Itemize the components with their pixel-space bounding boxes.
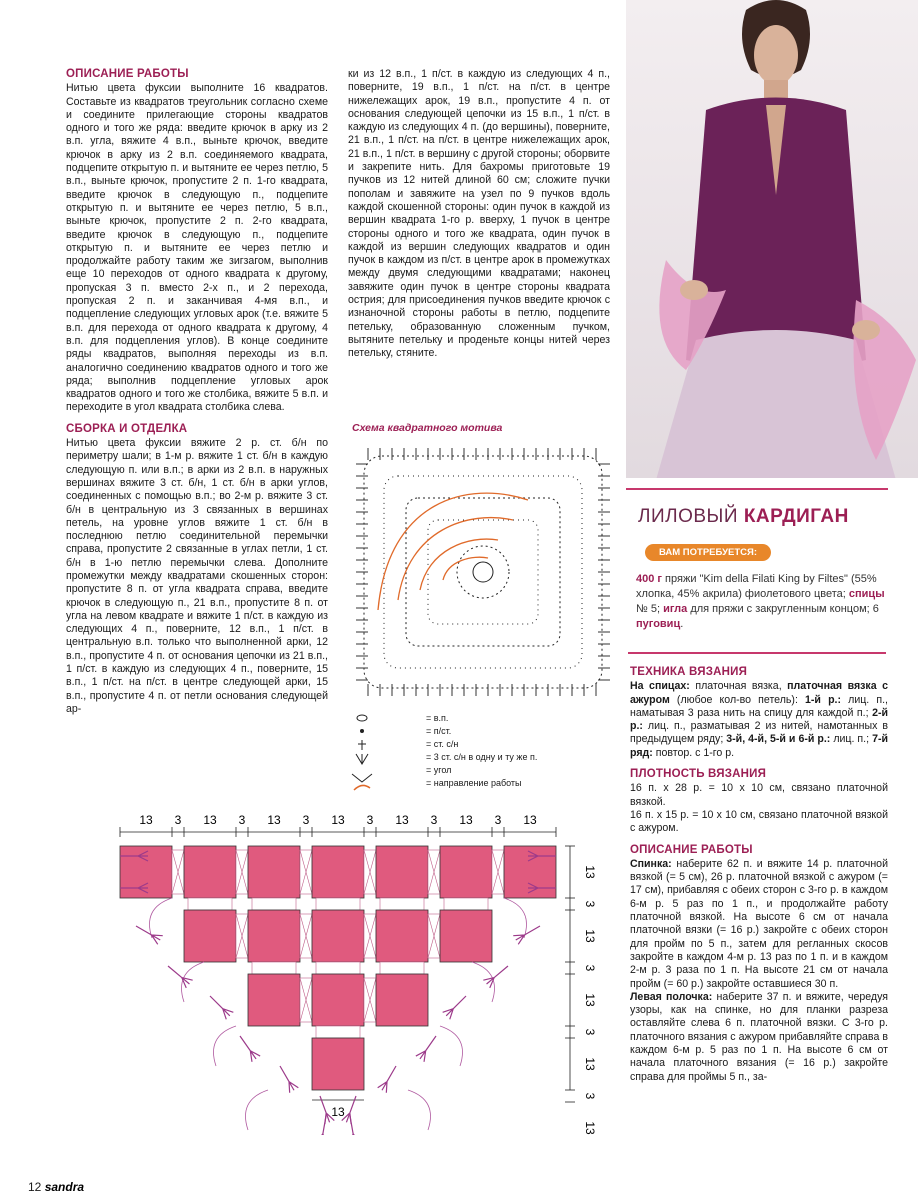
dimension-label-top: 13 (267, 813, 281, 827)
shawl-join-h (316, 898, 360, 910)
need-badge: ВАМ ПОТРЕБУЕТСЯ: (645, 544, 771, 561)
dimension-label-side: 13 (583, 1121, 597, 1135)
description-text: Нитью цвета фуксии выполните 16 квадратов. Составьте из квадратов треугольник согласно схеме и соедините прилегающие стороны квадратов одного и того же ряда: введите крючок в арку из 2 в.п. угла, вяжите 4 в.п., выньте крючок, введите крючок в арку из 2 в.п. соединяемого квадрата, подцепите открытую п. и вытяните ее через петлю, 5 в.п., выньте крючок, пропустите 2 п. 1-го квадрата, введите крючок в следующую п., подцепите открытую п. и вытяните ее через петлю, 5 в.п., выньте крючок, пропустите 2 п. 2-го квадрата, введите крючок в следующую п., подцепите открытую п. и вытяните ее через петлю и продолжайте работу таким же зигзагом, выполнив еще 10 переходов от одного квадрата к другому, пропуская 3 п. вместо 2-х п., и 2 перехода, пропуская 2 п. и заканчивая 4-мя в.п., и подцепление следующих угловых арок (т.е. вяжите 5 в.п. для перехода от одного квадрата к другому, 4 в.п. для подцепления углов). В конце соедините ряды квадратов, выполняя переходы из в.п. аналогично соединению квадратов одного и того же ряда; выполнив подцепление угловых арок квадратов одного и того же столбика, вяжите 5 в.п. и переходите в угол квадрата столбика слева. (66, 82, 328, 414)
fringe-tassel (276, 1064, 299, 1093)
right-column (630, 666, 888, 1084)
brand: sandra (44, 1180, 85, 1194)
shawl-square (312, 1038, 364, 1090)
dimension-label-side: 3 (583, 900, 597, 908)
dimension-label-side: 3 (583, 1092, 597, 1100)
shawl-arc (150, 898, 173, 938)
dimension-label-top: 13 (459, 813, 473, 827)
page-number: 12 (28, 1180, 42, 1194)
shawl-square (440, 846, 492, 898)
dimension-label-side: 3 (583, 1028, 597, 1036)
mat-needles-label: спицы (848, 588, 885, 600)
dimension-label-side: 13 (583, 865, 597, 879)
shawl-arc (504, 898, 527, 938)
dimension-label-top: 3 (238, 813, 246, 827)
dimension-label-top: 3 (366, 813, 374, 827)
heading-assembly: СБОРКА И ОТДЕЛКА (66, 422, 188, 435)
fringe-tassel (345, 1115, 360, 1135)
dimension-label-side: 13 (583, 929, 597, 943)
mat-needle-label: игла (663, 603, 688, 615)
shawl-arc (182, 962, 205, 1002)
fringe-tassel (206, 992, 233, 1019)
shawl-square (248, 910, 300, 962)
fringe-tassel (165, 962, 193, 988)
legend-item: = в.п. (426, 713, 449, 723)
legend-item: = п/ст. (426, 726, 452, 736)
shawl-schematic (70, 810, 610, 1135)
fringe-tassel (134, 922, 163, 945)
shawl-join-h (316, 1026, 360, 1038)
density-2: 16 п. х 15 р. = 10 х 10 см, связано платочной вязкой с ажуром. (630, 808, 888, 835)
shawl-square (376, 910, 428, 962)
shawl-join-h (380, 962, 424, 974)
dimension-label-top: 3 (430, 813, 438, 827)
mat-needle: для пряжи с закругленным концом; 6 (687, 603, 879, 615)
shawl-arc (472, 962, 495, 1002)
legend-symbols (350, 712, 374, 792)
cardigan-photo (626, 0, 918, 478)
shawl-join-h (316, 962, 360, 974)
density-1: 16 п. х 28 р. = 10 х 10 см, связано платочной вязкой. (630, 782, 888, 808)
shawl-join-h (380, 898, 424, 910)
dimension-label-top: 3 (174, 813, 182, 827)
title-bold: КАРДИГАН (743, 506, 849, 527)
dimension-label-top: 3 (494, 813, 502, 827)
heading-work: ОПИСАНИЕ РАБОТЫ (630, 843, 753, 856)
fringe-tassel (236, 1033, 260, 1062)
crochet-motif-diagram (348, 440, 618, 702)
shawl-square (248, 974, 300, 1026)
technique-text: На спицах: платочная вязка, платочная вязка с ажуром (любое кол-во петель): 1-й р.: лиц. п., наматывая 3 раза нить на спицу для каждой п.; 2-й р.: лиц. п., разматывая 2 из нитей, намотанных в предыдущем ряду; 3-й, 4-й, 5-й и 6-й р.: лиц. п.; 7-й ряд: повтор. с 1-го р. (630, 680, 888, 759)
back-text: Спинка: наберите 62 п. и вяжите 14 р. платочной вязкой (= 5 см), 26 р. платочной вязкой с ажуром (= 17 см), прибавляя с обеих сторон с 3-го р. в каждом 6-м р. 5 раз по 1 п., и продолжайте работу платочной вязкой. На высоте 6 см от начала платочной вязки (= 16 р.) закройте с обеих сторон для пройм по 5 п., затем для регланных скосов закройте в каждом 4-м р. 13 раз по 1 п. и в каждом 2-м р. 3 раза по 1 п. На высоте 21 см от начала пройм (= 60 р.) закройте оставшиеся 30 п. (630, 857, 888, 990)
shawl-arc (246, 1090, 269, 1130)
shawl-join-h (444, 898, 488, 910)
dimension-label-top: 13 (523, 813, 537, 827)
scheme-title: Схема квадратного мотива (352, 422, 503, 434)
fringe-tassel (416, 1033, 440, 1062)
shawl-join-h (252, 898, 296, 910)
mat-needles: № 5; (636, 603, 664, 615)
shawl-arc (214, 1026, 237, 1066)
shawl-square (312, 846, 364, 898)
dimension-label-top: 13 (395, 813, 409, 827)
legend (426, 712, 537, 790)
dimension-label-side: 13 (583, 993, 597, 1007)
legend-item: = ст. с/н (426, 739, 459, 749)
shawl-arc (440, 1026, 463, 1066)
mat-buttons-label: пуговиц (636, 618, 681, 630)
middle-text: ки из 12 в.п., 1 п/ст. в каждую из следующих 4 п., поверните, 19 в.п., 1 п/ст. на п/ст. в центре нижележащих арок, 19 в.п., пропустите 4 п. от основания следующей цепочки из 15 в.п., 1 п/ст. в каждую из следующих 4 п. (до вершины), поверните, 21 в.п., 1 п/ст. на п/ст. в центре нижележащих арок, 21 в.п., 1 п/ст. в вершину с другой стороны; оборвите и закрепите нить. Для бахромы приготовьте 19 пучков из 12 нитей длиной 60 см; сложите пучки пополам и завяжите на узел по 9 пучков вдоль каждой скошенной стороны: один пучок в каждой из вершин квадрата 1-го р. вверху, 1 пучок в центре стороны одного и того же квадрата, один пучок в каждой из вершин следующих квадратов и один пучок в каждом из п/ст. в центре арок в промежутках между двумя следующими квадратами; наконец завяжите один пучок в центре стороны квадрата острия; для присоединения пучков введите крючок с изнаночной стороны работы в петлю, подцепите петельку, образованную сложенным пучком, вытяните петельку и проденьте концы нитей через петельку, стяните. (348, 68, 610, 360)
fringe-tassel (443, 992, 470, 1019)
dimension-label-top: 3 (302, 813, 310, 827)
model-illustration (626, 0, 918, 478)
footer (28, 1180, 84, 1194)
materials (636, 572, 888, 632)
legend-item: = 3 ст. с/н в одну и ту же п. (426, 752, 538, 762)
dimension-label-top: 13 (203, 813, 217, 827)
fringe-tassel (513, 922, 542, 945)
shawl-square (184, 846, 236, 898)
fringe-tassel (483, 962, 511, 988)
fringe-tassel (378, 1064, 401, 1093)
shawl-join-h (188, 898, 232, 910)
assembly-text: Нитью цвета фуксии вяжите 2 р. ст. б/н по периметру шали; в 1-м р. вяжите 1 ст. б/н в каждую следующую п. или в.п.; в арки из 2 в.п. в наружных вершинах вяжите 3 ст. б/н, 1 ст. б/н в арки углов, соединенных с помощью в.п.; во 2-м р. вяжите 3 ст. б/н в центральную из 3 связанных в вершинах петель, на уровне углов вяжите 1 ст. б/н в последнюю петлю соединительной перемычки справа, пропустите 2 связанные в углах петли, 1 ст. б/н в 1-ю петлю перемычки слева. Дополните промежутки между квадратами скошенных сторон: пропустите 8 п. от угла квадрата справа, введите крючок в следующую п., 21 в.п., пропустите 8 п. от угла на левом квадрате и вяжите 1 п/ст. в каждую из следующих 4 п., поверните, 12 в.п., 1 п/ст. в центральную в.п. только что выполненной арки, 12 в.п., пропустите 4 п. от основания цепочки из 21 в.п., 1 п/ст. в каждую из следующих 4 п., поверните, 15 в.п., 1 п/ст. на п/ст. в центре следующей арки, 15 в.п., пропустите 4 п. от петли основания следующей ар- (66, 437, 328, 715)
mat-end: . (680, 618, 684, 630)
shawl-square (312, 910, 364, 962)
shawl-square (248, 846, 300, 898)
dimension-label-bottom: 13 (331, 1105, 345, 1119)
product-title (638, 506, 849, 528)
title-light: ЛИЛОВЫЙ (638, 506, 744, 527)
heading-density: ПЛОТНОСТЬ ВЯЗАНИЯ (630, 768, 767, 781)
shawl-square (312, 974, 364, 1026)
divider (628, 652, 886, 654)
title-band (626, 488, 888, 546)
legend-item: = угол (426, 765, 452, 775)
mat-yarn: пряжи "Kim della Filati King by Filtes" (55% хлопка, 45% акрила) фиолетового цвета; (636, 573, 877, 600)
shawl-square (376, 974, 428, 1026)
shawl-square (184, 910, 236, 962)
shawl-square (504, 846, 556, 898)
middle-column (348, 68, 610, 369)
shawl-arc (408, 1090, 431, 1130)
left-front-text: Левая полочка: наберите 37 п. и вяжите, чередуя узоры, как на спинке, но для планки разреза оставляйте слева 6 п. платочной вязки. С 3-го р. платочного вязания с ажуром прибавляйте справа в каждом 6-м р. 5 раз по 1 п. На высоте 6 см от начала платочного вязания (= 16 р.) закройте справа для проймы 5 п., за- (630, 990, 888, 1083)
dimension-label-side: 13 (583, 1057, 597, 1071)
shawl-square (440, 910, 492, 962)
heading-description: ОПИСАНИЕ РАБОТЫ (66, 68, 189, 80)
heading-technique: ТЕХНИКА ВЯЗАНИЯ (630, 666, 748, 678)
shawl-square (376, 846, 428, 898)
legend-item: = направление работы (426, 778, 522, 788)
shawl-join-h (252, 962, 296, 974)
left-column (66, 68, 328, 724)
dimension-label-top: 13 (139, 813, 153, 827)
mat-yarn-amount: 400 г (636, 573, 662, 585)
fringe-tassel (316, 1115, 331, 1135)
dimension-label-side: 3 (583, 964, 597, 972)
dimension-label-top: 13 (331, 813, 345, 827)
shawl-square (120, 846, 172, 898)
